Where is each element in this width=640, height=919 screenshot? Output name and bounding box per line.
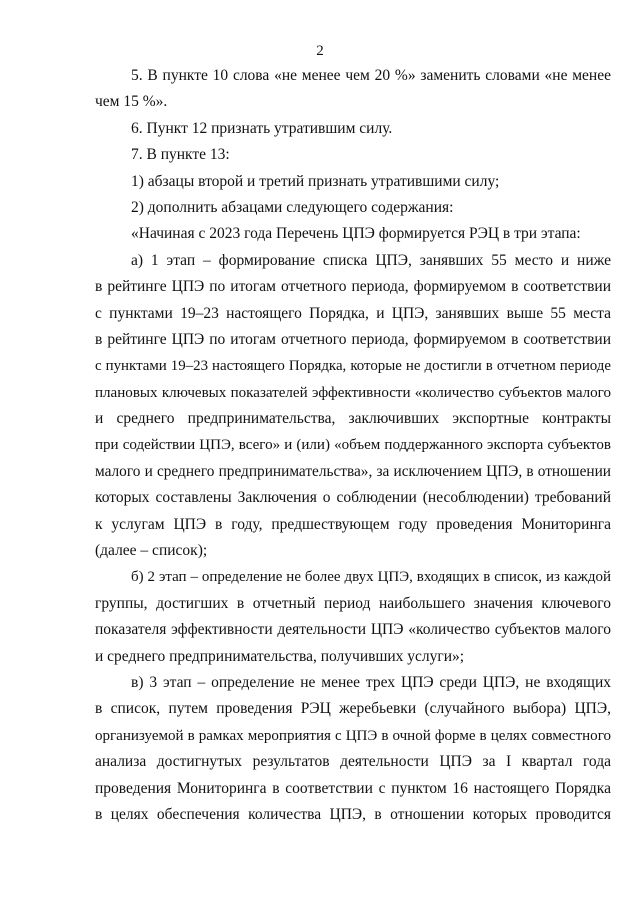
text-line: показателя эффективности деятельности ЦПЭ «количество субъектов малого: [95, 621, 611, 639]
text-line: проведения Мониторинга в соответствии с пунктом 16 настоящего Порядка: [95, 779, 611, 797]
text-line: в) 3 этап – определение не менее трех ЦПЭ среди ЦПЭ, не входящих: [131, 673, 611, 691]
text-line: а) 1 этап – формирование списка ЦПЭ, занявших 55 место и ниже: [131, 251, 611, 269]
text-line: при содействии ЦПЭ, всего» и (или) «объем поддержанного экспорта субъектов: [95, 437, 611, 454]
text-line: малого и среднего предпринимательства», за исключением ЦПЭ, в отношении: [95, 462, 611, 480]
document-body: [95, 63, 611, 828]
text-line: и среднего предпринимательства, заключивших экспортные контракты: [95, 410, 611, 428]
text-line: 5. В пункте 10 слова «не менее чем 20 %» заменить словами «не менее: [131, 67, 611, 84]
text-line: к услугам ЦПЭ в году, предшествующем году проведения Мониторинга: [95, 515, 611, 533]
text-line: анализа достигнутых результатов деятельности ЦПЭ за I квартал года: [95, 753, 611, 771]
text-line: чем 15 %».: [95, 93, 168, 111]
text-line: которых составлены Заключения о соблюдении (несоблюдении) требований: [95, 489, 611, 507]
text-line: в целях обеспечения количества ЦПЭ, в отношении которых проводится: [95, 805, 611, 823]
text-line: б) 2 этап – определение не более двух ЦПЭ, входящих в список, из каждой: [131, 569, 611, 586]
text-line: в список, путем проведения РЭЦ жеребьевки (случайного выбора) ЦПЭ,: [95, 700, 611, 718]
text-line: с пунктами 19–23 настоящего Порядка, которые не достигли в отчетном периоде: [95, 358, 611, 375]
text-line: группы, достигших в отчетный период наибольшего значения ключевого: [95, 594, 611, 612]
text-line: в рейтинге ЦПЭ по итогам отчетного периода, формируемом в соответствии: [95, 278, 611, 296]
text-line: 1) абзацы второй и третий признать утратившими силу;: [131, 172, 500, 190]
text-line: плановых ключевых показателей эффективности «количество субъектов малого: [95, 384, 611, 401]
text-line: 2) дополнить абзацами следующего содержания:: [131, 198, 454, 216]
text-line: 7. В пункте 13:: [131, 146, 230, 164]
text-line: 6. Пункт 12 признать утратившим силу.: [131, 119, 393, 137]
text-line: и среднего предпринимательства, получивших услуги»;: [95, 647, 465, 665]
text-line: в рейтинге ЦПЭ по итогам отчетного периода, формируемом в соответствии: [95, 330, 611, 348]
page-number: 2: [316, 43, 324, 59]
text-line: с пунктами 19–23 настоящего Порядка, и ЦПЭ, занявших выше 55 места: [95, 304, 611, 322]
text-line: «Начиная с 2023 года Перечень ЦПЭ формируется РЭЦ в три этапа:: [131, 225, 581, 243]
text-line: организуемой в рамках мероприятия с ЦПЭ в очной форме в целях совместного: [95, 727, 611, 744]
text-line: (далее – список);: [95, 542, 208, 560]
